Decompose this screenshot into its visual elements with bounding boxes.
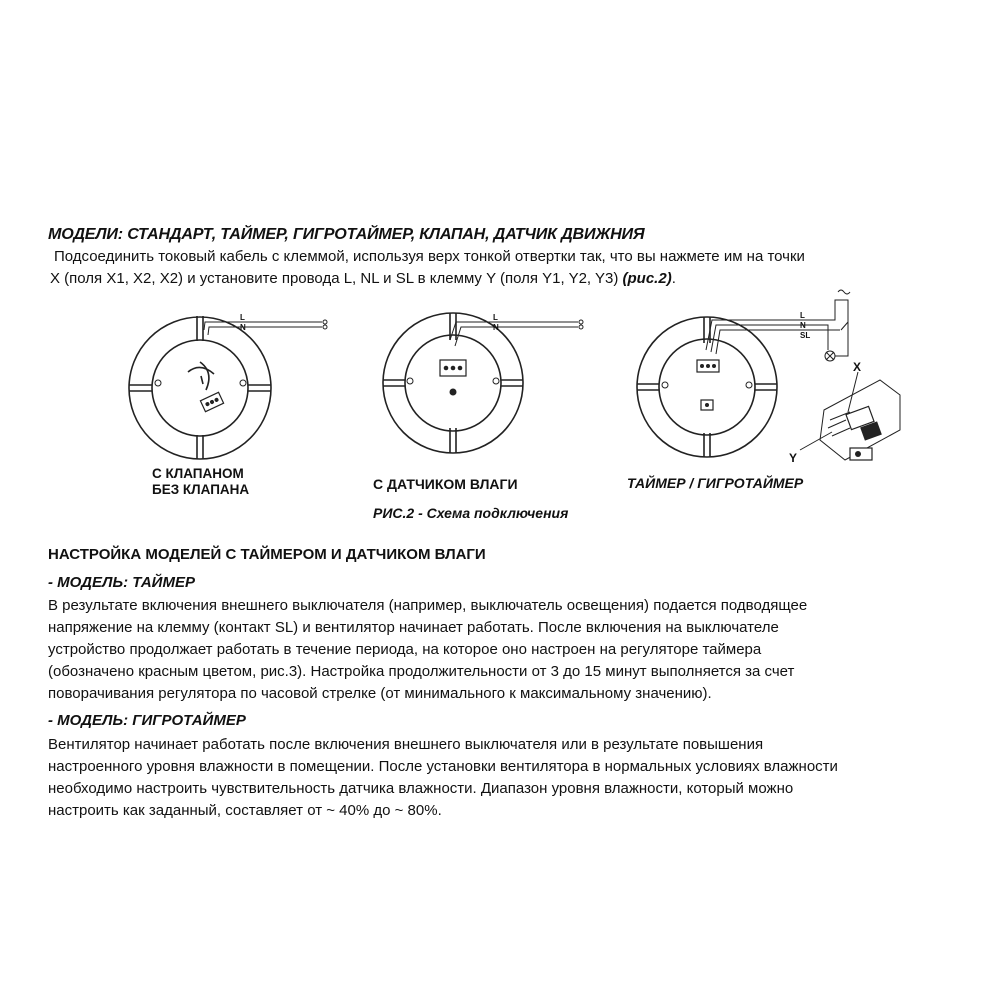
- timer-line: устройство продолжает работать в течение периода, на которое оно настроен на регуляторе таймера: [48, 641, 762, 658]
- timer-line: напряжение на клемму (контакт SL) и вентилятор начинает работать. После включения на выключателе: [48, 619, 779, 636]
- wire-label-sl: SL: [800, 331, 811, 340]
- timer-line: В результате включения внешнего выключателя (например, выключатель освещения) подается подводящее: [48, 597, 808, 614]
- figure-caption: РИС.2 - Схема подключения: [373, 505, 569, 521]
- section-hygro-text: [48, 734, 953, 822]
- caption-timer: ТАЙМЕР / ГИГРОТАЙМЕР: [627, 475, 804, 491]
- caption-humidity: С ДАТЧИКОМ ВЛАГИ: [373, 476, 518, 492]
- caption-valve: [152, 466, 249, 498]
- wiring-diagrams: [0, 280, 1000, 490]
- timer-line: (обозначено красным цветом, рис.3). Настройка продолжительности от 3 до 15 минут выполняется за счет: [48, 663, 795, 680]
- heading-setup: НАСТРОЙКА МОДЕЛЕЙ С ТАЙМЕРОМ И ДАТЧИКОМ ВЛАГИ: [48, 546, 486, 563]
- label-y: Y: [789, 451, 798, 465]
- wire-label-l: L: [240, 313, 245, 322]
- intro-line-1: Подсоединить токовый кабель с клеммой, используя верх тонкой отвертки так, что вы нажмете им на точки: [54, 248, 805, 265]
- wire-label-n-2: N: [493, 323, 499, 332]
- section-timer-title: - МОДЕЛЬ: ТАЙМЕР: [48, 574, 195, 591]
- diagram-timer: [637, 290, 900, 465]
- wire-label-l-2: L: [493, 313, 498, 322]
- hygro-line: настроенного уровня влажности в помещении. После установки вентилятора в нормальных условиях влажности: [48, 758, 838, 775]
- intro-line-2-text: X (поля X1, X2, X2) и установите провода L, NL и SL в клемму Y (поля Y1, Y2, Y3): [50, 270, 623, 287]
- heading-models: МОДЕЛИ: СТАНДАРТ, ТАЙМЕР, ГИГРОТАЙМЕР, КЛАПАН, ДАТЧИК ДВИЖНИЯ: [48, 226, 645, 243]
- section-hygro-title: - МОДЕЛЬ: ГИГРОТАЙМЕР: [48, 712, 246, 729]
- hygro-line: необходимо настроить чувствительность датчика влажности. Диапазон уровня влажности, который можно: [48, 780, 794, 797]
- hygro-line: Вентилятор начинает работать после включения внешнего выключателя или в результате повышения: [48, 736, 764, 753]
- wire-label-n-3: N: [800, 321, 806, 330]
- wire-label-n: N: [240, 323, 246, 332]
- diagram-humidity: [383, 313, 583, 453]
- timer-line: поворачивания регулятора по часовой стрелке (от минимального к максимальному значению).: [48, 685, 712, 702]
- wire-label-l-3: L: [800, 311, 805, 320]
- terminal-detail-icon: [800, 372, 900, 460]
- hygro-line: настроить как заданный, составляет от ~ 40% до ~ 80%.: [48, 802, 442, 819]
- caption-valve-line-1: С КЛАПАНОМ: [152, 466, 244, 481]
- ac-source-icon: [838, 290, 850, 294]
- humidity-sensor-icon: [450, 389, 457, 396]
- label-x: X: [853, 360, 862, 374]
- caption-valve-line-2: БЕЗ КЛАПАНА: [152, 482, 250, 497]
- intro-line-2-end: .: [671, 270, 676, 287]
- section-timer-text: [48, 595, 953, 705]
- terminal-block-icon: [200, 392, 223, 411]
- diagram-valve: [129, 313, 327, 459]
- figure-reference: (рис.2): [622, 270, 672, 287]
